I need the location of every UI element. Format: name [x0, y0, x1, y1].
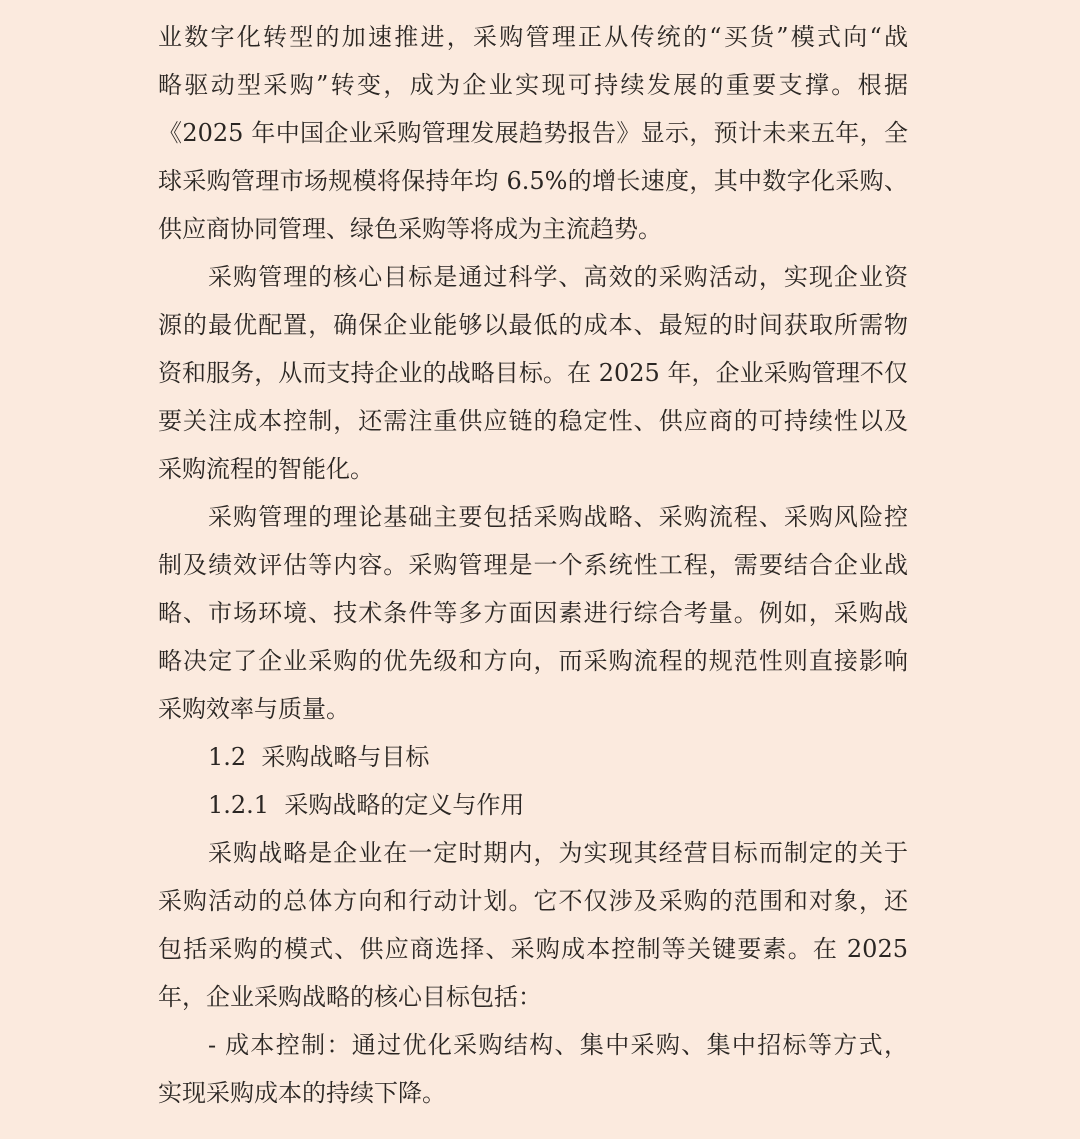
paragraph-line: 采购活动的总体方向和行动计划。它不仅涉及采购的范围和对象，还	[158, 887, 908, 915]
paragraph-line: 供应商协同管理、绿色采购等将成为主流趋势。	[158, 215, 662, 243]
paragraph-line: 采购管理的理论基础主要包括采购战略、采购流程、采购风险控	[208, 503, 908, 531]
paragraph-line: 采购战略是企业在一定时期内，为实现其经营目标而制定的关于	[208, 839, 908, 867]
paragraph-line: 业数字化转型的加速推进，采购管理正从传统的“买货”模式向“战	[158, 23, 908, 51]
paragraph-line: 采购流程的智能化。	[158, 455, 374, 483]
paragraph-line: 球采购管理市场规模将保持年均 6.5%的增长速度，其中数字化采购、	[158, 167, 908, 195]
paragraph-line: 略驱动型采购”转变，成为企业实现可持续发展的重要支撑。根据	[158, 71, 908, 99]
paragraph-line: 包括采购的模式、供应商选择、采购成本控制等关键要素。在 2025	[158, 935, 908, 963]
paragraph-line: 略、市场环境、技术条件等多方面因素进行综合考量。例如，采购战	[158, 599, 908, 627]
paragraph-line: 资和服务，从而支持企业的战略目标。在 2025 年，企业采购管理不仅	[158, 359, 908, 387]
paragraph-line: 略决定了企业采购的优先级和方向，而采购流程的规范性则直接影响	[158, 647, 908, 675]
paragraph-line: 源的最优配置，确保企业能够以最低的成本、最短的时间获取所需物	[158, 311, 908, 339]
list-item-line: - 成本控制：通过优化采购结构、集中采购、集中招标等方式，	[208, 1031, 908, 1059]
paragraph-line: 制及绩效评估等内容。采购管理是一个系统性工程，需要结合企业战	[158, 551, 908, 579]
paragraph-line: 采购管理的核心目标是通过科学、高效的采购活动，实现企业资	[208, 263, 908, 291]
list-item-line: 实现采购成本的持续下降。	[158, 1079, 446, 1107]
paragraph-line: 年，企业采购战略的核心目标包括：	[158, 983, 542, 1011]
section-heading: 1.2 采购战略与目标	[208, 743, 430, 771]
paragraph-line: 要关注成本控制，还需注重供应链的稳定性、供应商的可持续性以及	[158, 407, 908, 435]
paragraph-line: 《2025 年中国企业采购管理发展趋势报告》显示，预计未来五年，全	[158, 119, 908, 147]
paragraph-line: 采购效率与质量。	[158, 695, 350, 723]
subsection-heading: 1.2.1 采购战略的定义与作用	[208, 791, 525, 819]
